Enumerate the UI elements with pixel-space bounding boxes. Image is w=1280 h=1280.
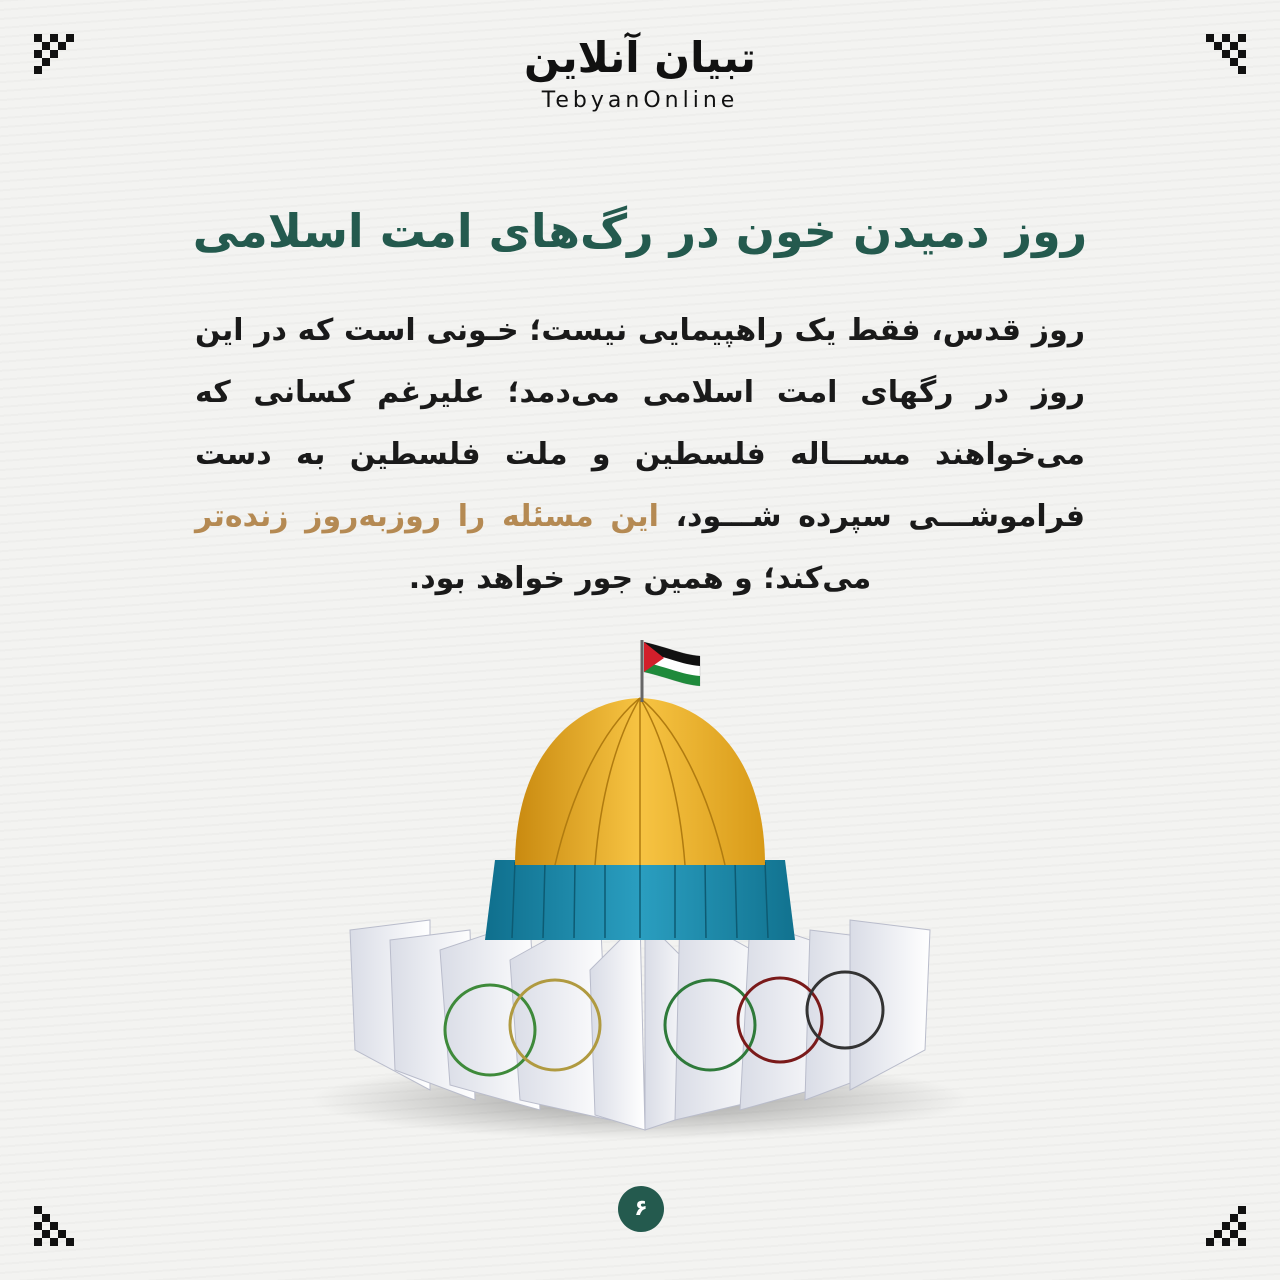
page-title: روز دمیدن خون در رگ‌های امت اسلامی: [192, 204, 1088, 258]
al-aqsa-dome-paper-book-icon: [300, 630, 980, 1170]
body-paragraph: [195, 300, 1085, 610]
palestine-flag-icon: [642, 640, 700, 702]
brand-name-fa: تبیان آنلاین: [524, 33, 756, 82]
pixel-corner-ornament-icon: [34, 1198, 82, 1246]
page-number-badge: ۶: [618, 1186, 664, 1232]
brand-logo: [0, 30, 1280, 116]
pixel-corner-ornament-icon: [1198, 1198, 1246, 1246]
body-text-after: می‌کند؛ و همین جور خواهد بود.: [408, 561, 872, 596]
brand-name-en: TebyanOnline: [541, 88, 739, 113]
body-highlight: این مسئله را روزبه‌روز زنده‌تر: [195, 499, 659, 534]
body-text-before: روز قدس، فقط یک راهپیمایی نیست؛ خـونی است که در این روز در رگهای امت اسلامی می‌دمد؛ علیرغم کسانی که می‌خواهند مســـاله فلسطین و ملت فلسطین به دست فراموشـــی سپرده شـــود،: [195, 313, 1085, 534]
